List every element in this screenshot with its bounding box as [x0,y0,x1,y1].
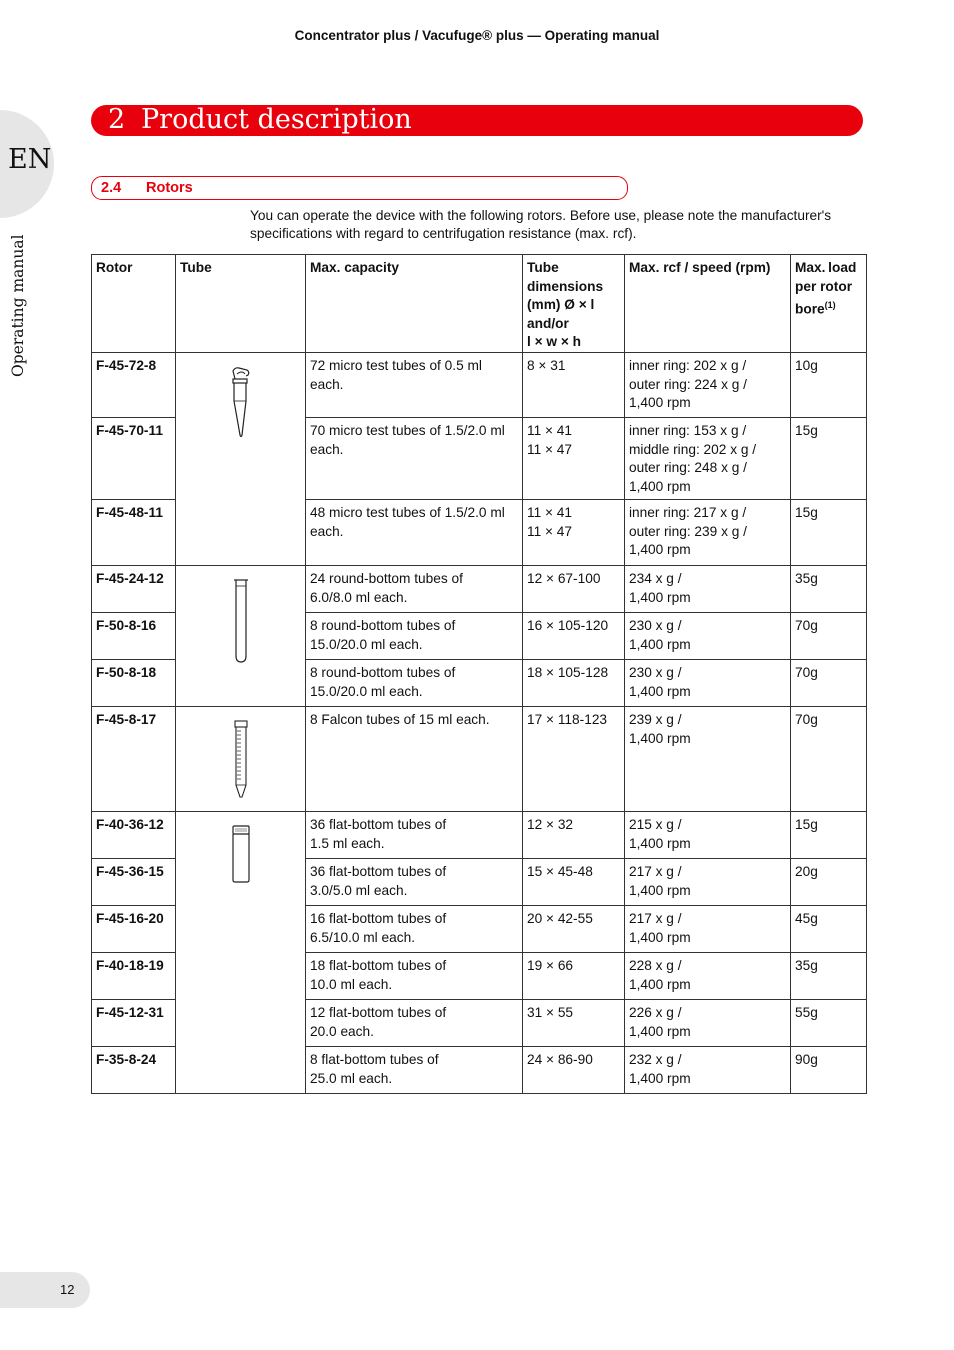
dims-cell [523,707,625,812]
rcf-line: 226 x g / [629,1005,682,1020]
capacity-line: 24 round-bottom tubes of [310,571,463,586]
rcf-line: 217 x g / [629,911,682,926]
tube-cell [176,812,306,1094]
dims-line: 31 × 55 [527,1005,574,1020]
capacity-line: 8 flat-bottom tubes of [310,1052,439,1067]
capacity-line: 15.0/20.0 ml each. [310,636,423,652]
table-row [92,566,867,613]
rcf-cell [625,353,791,418]
dims-line: 19 × 66 [527,958,574,973]
load-cell: 90g [791,1047,867,1094]
header-rotor: Rotor [92,255,176,353]
capacity-line: 36 flat-bottom tubes of [310,817,447,832]
rcf-cell [625,660,791,707]
chapter-heading [91,105,863,136]
rcf-cell [625,566,791,613]
dims-cell [523,1000,625,1047]
capacity-line: 12 flat-bottom tubes of [310,1005,447,1020]
capacity-line: 6.0/8.0 ml each. [310,589,408,605]
dims-cell [523,660,625,707]
rotor-id: F-50-8-16 [92,613,176,660]
rotor-id: F-45-70-11 [92,418,176,500]
flat-bottom-tube-icon [231,824,251,884]
capacity-line: 1.5 ml each. [310,835,385,851]
rcf-line: outer ring: 224 x g / [629,376,747,392]
rotor-id: F-45-48-11 [92,500,176,566]
rotor-id: F-45-12-31 [92,1000,176,1047]
header-load [791,255,867,353]
rotor-id: F-40-36-12 [92,812,176,859]
dims-cell [523,906,625,953]
rcf-line: inner ring: 153 x g / [629,423,747,438]
capacity-line: each. [310,376,344,392]
rcf-cell [625,1047,791,1094]
dims-line: 17 × 118-123 [527,712,608,727]
dims-cell [523,353,625,418]
rotor-id: F-35-8-24 [92,1047,176,1094]
rcf-line: 230 x g / [629,665,682,680]
table-row [92,812,867,859]
dims-line: 20 × 42-55 [527,911,593,926]
dims-line: 11 × 47 [527,523,573,539]
load-cell: 35g [791,953,867,1000]
rcf-line: 1,400 rpm [629,882,691,898]
capacity-cell [306,660,523,707]
header-tube: Tube [176,255,306,353]
load-cell: 70g [791,660,867,707]
header-load-line [795,296,862,319]
capacity-cell [306,1047,523,1094]
header-load-bore: bore [795,301,825,317]
load-cell: 70g [791,613,867,660]
dims-cell [523,566,625,613]
rcf-line: 1,400 rpm [629,683,691,699]
page-number: 12 [60,1282,75,1297]
capacity-cell [306,812,523,859]
rotor-id: F-45-16-20 [92,906,176,953]
dims-line: 16 × 105-120 [527,618,609,633]
chapter-number: 2 [108,104,126,135]
rotor-table [91,254,867,1094]
section-heading [91,176,628,200]
load-cell: 15g [791,812,867,859]
language-tab [0,110,54,218]
rcf-cell [625,812,791,859]
load-cell: 10g [791,353,867,418]
dims-line: 11 × 47 [527,441,573,457]
rcf-line: 1,400 rpm [629,542,691,557]
page-number-tab [0,1272,90,1308]
dims-cell [523,418,625,500]
rcf-line: middle ring: 202 x g / [629,441,757,457]
capacity-line: 10.0 ml each. [310,976,393,992]
capacity-cell [306,613,523,660]
header-dims-line: l × w × h [527,334,582,349]
rcf-line: 1,400 rpm [629,730,691,746]
rcf-line: 1,400 rpm [629,636,691,652]
table-row [92,353,867,418]
rcf-line: outer ring: 239 x g / [629,523,747,539]
header-dims-line: and/or [527,315,569,331]
dims-cell [523,859,625,906]
load-cell: 15g [791,500,867,566]
dims-cell [523,613,625,660]
table-header-row [92,255,867,353]
rcf-line: 1,400 rpm [629,929,691,945]
rcf-line: 1,400 rpm [629,1023,691,1039]
tube-cell [176,353,306,566]
load-cell: 55g [791,1000,867,1047]
header-load-line: Max. load [795,260,857,275]
capacity-line: each. [310,523,344,539]
dims-line: 8 × 31 [527,358,566,373]
tube-cell [176,566,306,707]
dims-line: 24 × 86-90 [527,1052,593,1067]
rotor-id: F-45-8-17 [92,707,176,812]
rotor-id: F-50-8-18 [92,660,176,707]
rcf-line: 230 x g / [629,618,682,633]
capacity-cell [306,500,523,566]
round-bottom-tube-icon [233,578,249,664]
rcf-line: 1,400 rpm [629,395,691,410]
dims-cell [523,1047,625,1094]
load-cell: 20g [791,859,867,906]
rcf-line: 1,400 rpm [629,589,691,605]
rcf-line: 1,400 rpm [629,976,691,992]
rcf-line: 217 x g / [629,864,682,879]
capacity-line: 8 Falcon tubes of 15 ml each. [310,712,490,727]
capacity-line: 36 flat-bottom tubes of [310,864,447,879]
section-number: 2.4 [101,180,122,196]
language-code: EN [8,144,52,175]
capacity-line: 48 micro test tubes of 1.5/2.0 ml [310,505,505,520]
rcf-line: 215 x g / [629,817,682,832]
capacity-cell [306,1000,523,1047]
capacity-cell [306,953,523,1000]
dims-cell [523,953,625,1000]
rcf-line: 1,400 rpm [629,478,691,494]
load-cell: 45g [791,906,867,953]
rcf-cell [625,1000,791,1047]
running-header: Concentrator plus / Vacufuge® plus — Operating manual [294,28,660,43]
rcf-line: 232 x g / [629,1052,682,1067]
rcf-cell [625,953,791,1000]
table-row [92,707,867,812]
capacity-cell [306,906,523,953]
capacity-cell [306,859,523,906]
tube-cell [176,707,306,812]
rcf-line: 239 x g / [629,712,682,727]
rcf-cell [625,418,791,500]
capacity-line: 8 round-bottom tubes of [310,618,456,633]
capacity-line: 16 flat-bottom tubes of [310,911,447,926]
rcf-line: 1,400 rpm [629,835,691,851]
load-cell: 70g [791,707,867,812]
capacity-line: 70 micro test tubes of 1.5/2.0 ml [310,423,505,438]
capacity-line: 3.0/5.0 ml each. [310,882,408,898]
rcf-cell [625,707,791,812]
header-dimensions [523,255,625,353]
capacity-cell [306,353,523,418]
rotor-id: F-45-36-15 [92,859,176,906]
capacity-line: 18 flat-bottom tubes of [310,958,447,973]
load-cell: 15g [791,418,867,500]
rcf-line: 234 x g / [629,571,682,586]
section-title: Rotors [146,180,193,196]
footnote-marker: (1) [824,300,836,310]
micro-test-tube-icon [229,365,253,441]
rcf-line: inner ring: 217 x g / [629,505,747,520]
header-dims-line: (mm) Ø × l [527,297,595,312]
intro-paragraph: You can operate the device with the following rotors. Before use, please note the manufacturer's specifications with regard to centrifugation resistance (max. rcf). [250,208,832,241]
rcf-line: outer ring: 248 x g / [629,460,747,475]
chapter-title: Product description [141,104,412,135]
capacity-line: each. [310,441,344,457]
capacity-line: 25.0 ml each. [310,1070,393,1086]
dims-line: 12 × 32 [527,817,574,832]
falcon-tube-icon [233,719,249,803]
header-capacity: Max. capacity [306,255,523,353]
dims-line: 15 × 45-48 [527,864,593,879]
header-dims-line: Tube [527,260,559,275]
rcf-line: 228 x g / [629,958,682,973]
rotor-id: F-45-72-8 [92,353,176,418]
capacity-line: 72 micro test tubes of 0.5 ml [310,358,482,373]
rotor-id: F-45-24-12 [92,566,176,613]
header-dims-line: dimensions [527,278,604,294]
capacity-cell [306,566,523,613]
rcf-line: 1,400 rpm [629,1070,691,1086]
rcf-line: inner ring: 202 x g / [629,358,747,373]
rotor-id: F-40-18-19 [92,953,176,1000]
capacity-cell [306,418,523,500]
dims-line: 11 × 41 [527,423,573,438]
dims-line: 12 × 67-100 [527,571,601,586]
capacity-line: 8 round-bottom tubes of [310,665,456,680]
dims-line: 18 × 105-128 [527,665,609,680]
header-rcf: Max. rcf / speed (rpm) [625,255,791,353]
rcf-cell [625,859,791,906]
rcf-cell [625,906,791,953]
header-load-line: per rotor [795,278,853,294]
rcf-cell [625,500,791,566]
capacity-line: 15.0/20.0 ml each. [310,683,423,699]
capacity-cell [306,707,523,812]
load-cell: 35g [791,566,867,613]
dims-cell [523,500,625,566]
side-label: Operating manual [9,234,27,377]
rcf-cell [625,613,791,660]
dims-cell [523,812,625,859]
capacity-line: 6.5/10.0 ml each. [310,929,416,945]
dims-line: 11 × 41 [527,505,573,520]
capacity-line: 20.0 each. [310,1023,374,1039]
